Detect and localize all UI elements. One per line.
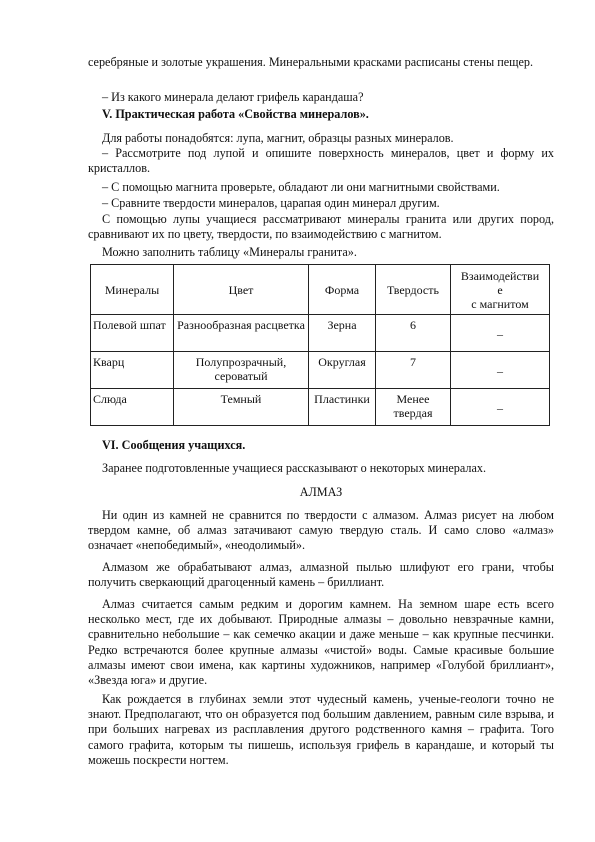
intro-paragraph: серебряные и золотые украшения. Минеральными красками расписаны стены пещер. — [88, 55, 534, 69]
reports-intro: Заранее подготовленные учащиеся рассказывают о некоторых минералах. — [102, 461, 487, 475]
question-text: – Из какого минерала делают грифель карандаша? — [102, 90, 364, 104]
table-row — [91, 352, 550, 389]
cell-hardness: 6 — [376, 315, 451, 352]
header-magnet-line2: е — [497, 283, 503, 297]
diamond-paragraph-4: Как рождается в глубинах земли этот чудесный камень, ученые-геологи точно не знают. Предполагают, что он образуется под большим давлением, равным силе взрыва, и при больших нагревах из расплавления другого родственного камня – графита. Того самого графита, которым ты пишешь, используя грифель в карандаше, и который ты можешь поскрести ногтем. — [88, 692, 554, 767]
header-magnet-line3: с магнитом — [471, 297, 529, 311]
header-magnet-line1: Взаимодействи — [460, 269, 540, 283]
diamond-paragraph-1: Ни один из камней не сравнится по твердости с алмазом. Алмаз рисует на любом твердом камне, об алмаз затачивают самую твердую сталь. И само слово «алмаз» означает «непобедимый», «неодолимый». — [88, 508, 554, 553]
header-magnet — [451, 265, 550, 315]
header-form: Форма — [309, 265, 376, 315]
materials-paragraph: Для работы понадобятся: лупа, магнит, образцы разных минералов. — [102, 131, 454, 145]
cell-form: Пластинки — [309, 389, 376, 426]
cell-magnet: – — [451, 315, 550, 352]
cell-color: Полупрозрачный, сероватый — [174, 352, 309, 389]
cell-color: Темный — [174, 389, 309, 426]
table-intro: Можно заполнить таблицу «Минералы гранита». — [102, 245, 357, 259]
article-title: АЛМАЗ — [299, 485, 343, 499]
table-row — [91, 315, 550, 352]
table-header-row — [91, 265, 550, 315]
header-hardness: Твердость — [376, 265, 451, 315]
cell-color: Разнообразная расцветка — [174, 315, 309, 352]
diamond-paragraph-2: Алмазом же обрабатывают алмаз, алмазной пылью шлифуют его грани, чтобы получить сверкающий драгоценный камень – бриллиант. — [88, 560, 554, 590]
section-6-heading: VI. Сообщения учащихся. — [102, 438, 246, 452]
cell-form: Округлая — [309, 352, 376, 389]
cell-hardness: 7 — [376, 352, 451, 389]
cell-magnet: – — [451, 389, 550, 426]
header-mineral: Минералы — [91, 265, 174, 315]
cell-magnet: – — [451, 352, 550, 389]
instruction-hardness: – Сравните твердости минералов, царапая один минерал другим. — [102, 196, 440, 210]
instruction-magnet: – С помощью магнита проверьте, обладают ли они магнитными свойствами. — [102, 180, 500, 194]
cell-hardness: Менее твердая — [376, 389, 451, 426]
student-activity-paragraph: С помощью лупы учащиеся рассматривают минералы гранита или других пород, сравнивают их по цвету, твердости, по взаимодействию с магнитом. — [88, 212, 554, 242]
cell-mineral: Полевой шпат — [91, 315, 174, 352]
section-5-heading: V. Практическая работа «Свойства минералов». — [102, 107, 369, 121]
cell-mineral: Кварц — [91, 352, 174, 389]
header-color: Цвет — [174, 265, 309, 315]
table-row — [91, 389, 550, 426]
minerals-table — [90, 264, 550, 426]
cell-form: Зерна — [309, 315, 376, 352]
diamond-paragraph-3: Алмаз считается самым редким и дорогим камнем. На земном шаре есть всего несколько мест, где их добывают. Природные алмазы – довольно невзрачные камни, сравнительно небольшие – как семечко акации и даже меньше – как крупные песчинки. Редко встречаются более крупные алмазы «чистой» воды. Самые красивые большие алмазы имеют свои имена, как картины художников, например «Голубой бриллиант», «Звезда юга» и другие. — [88, 597, 554, 688]
instruction-loupe: – Рассмотрите под лупой и опишите поверхность минералов, цвет и форму их кристаллов. — [88, 146, 554, 176]
cell-mineral: Слюда — [91, 389, 174, 426]
